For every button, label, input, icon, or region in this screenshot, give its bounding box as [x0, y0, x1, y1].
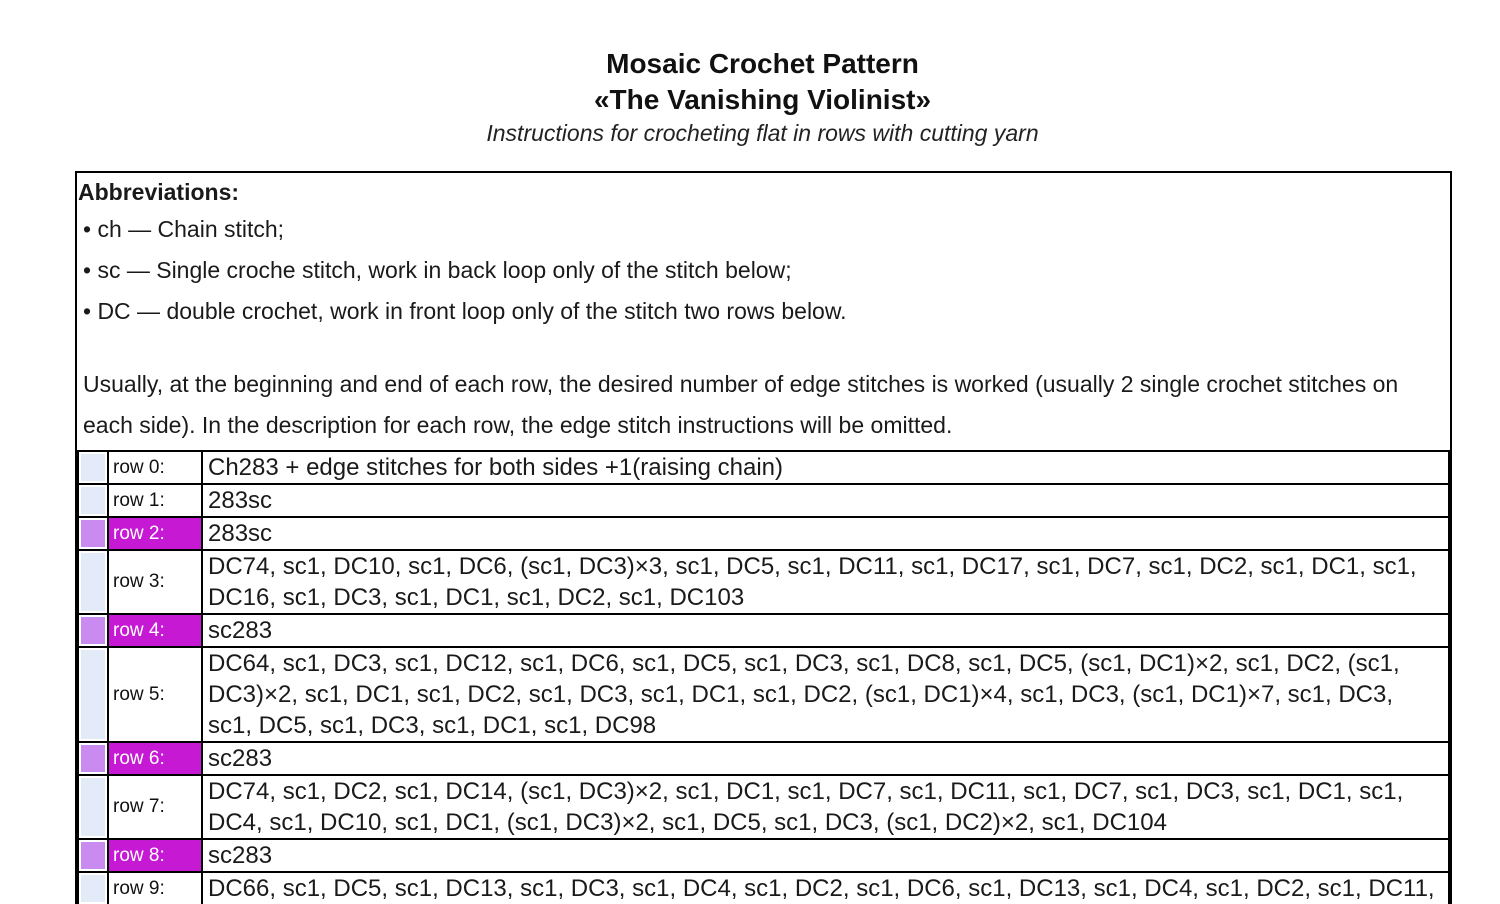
row-instruction: sc283	[202, 614, 1449, 647]
row-color-swatch	[81, 745, 105, 772]
row-color-cell	[78, 742, 108, 775]
table-row	[78, 517, 1449, 550]
row-instructions-table	[77, 450, 1450, 904]
row-label: row 3:	[108, 550, 202, 614]
abbreviations-block	[77, 173, 1450, 450]
row-label: row 7:	[108, 775, 202, 839]
row-label: row 6:	[108, 742, 202, 775]
row-instruction: DC64, sc1, DC3, sc1, DC12, sc1, DC6, sc1, DC5, sc1, DC3, sc1, DC8, sc1, DC5, (sc1, DC1)×2, sc1, DC2, (sc1, DC3)×2, sc1, DC1, sc1, DC2, sc1, DC3, sc1, DC1, sc1, DC2, (sc1, DC1)×4, sc1, DC3, (sc1, DC1)×7, sc1, DC3, sc1, DC5, sc1, DC3, sc1, DC1, sc1, DC98	[202, 647, 1449, 742]
table-row	[78, 451, 1449, 484]
row-instruction: DC74, sc1, DC2, sc1, DC14, (sc1, DC3)×2, sc1, DC1, sc1, DC7, sc1, DC11, sc1, DC7, sc1, DC3, sc1, DC1, sc1, DC4, sc1, DC10, sc1, DC1, (sc1, DC3)×2, sc1, DC5, sc1, DC3, (sc1, DC2)×2, sc1, DC104	[202, 775, 1449, 839]
row-instruction: sc283	[202, 742, 1449, 775]
pattern-sheet	[75, 171, 1452, 904]
row-instruction: DC74, sc1, DC10, sc1, DC6, (sc1, DC3)×3, sc1, DC5, sc1, DC11, sc1, DC17, sc1, DC7, sc1, DC2, sc1, DC1, sc1, DC16, sc1, DC3, sc1, DC1, sc1, DC2, sc1, DC103	[202, 550, 1449, 614]
row-color-cell	[78, 839, 108, 872]
table-row	[78, 839, 1449, 872]
row-color-cell	[78, 775, 108, 839]
row-color-swatch	[81, 778, 105, 836]
row-instruction: DC66, sc1, DC5, sc1, DC13, sc1, DC3, sc1, DC4, sc1, DC2, sc1, DC6, sc1, DC13, sc1, DC4, sc1, DC2, sc1, DC11,	[202, 872, 1449, 904]
pattern-title: Mosaic Crochet Pattern	[606, 48, 919, 79]
table-row	[78, 775, 1449, 839]
edge-stitch-note: Usually, at the beginning and end of each row, the desired number of edge stitches is worked (usually 2 single crochet stitches on each side). In the description for each row, the edge stitch instructions will be omitted.	[83, 371, 1399, 438]
abbreviation-ch: • ch — Chain stitch;	[83, 216, 285, 242]
pattern-name: «The Vanishing Violinist»	[593, 84, 932, 115]
row-color-swatch	[81, 650, 105, 739]
row-instruction: sc283	[202, 839, 1449, 872]
row-color-swatch	[81, 842, 105, 869]
row-color-cell	[78, 647, 108, 742]
row-label: row 9:	[108, 872, 202, 904]
pattern-subtitle: Instructions for crocheting flat in rows with cutting yarn	[486, 120, 1039, 146]
table-row	[78, 550, 1449, 614]
row-color-cell	[78, 451, 108, 484]
row-label: row 8:	[108, 839, 202, 872]
table-row	[78, 742, 1449, 775]
pattern-header	[0, 46, 1500, 148]
row-color-cell	[78, 614, 108, 647]
row-color-swatch	[81, 553, 105, 611]
table-row	[78, 872, 1449, 904]
row-label: row 4:	[108, 614, 202, 647]
row-color-swatch	[81, 875, 105, 902]
row-color-cell	[78, 872, 108, 904]
row-instruction: 283sc	[202, 484, 1449, 517]
row-label: row 2:	[108, 517, 202, 550]
abbreviation-dc: • DC — double crochet, work in front loop only of the stitch two rows below.	[83, 298, 847, 324]
table-row	[78, 647, 1449, 742]
row-color-swatch	[81, 454, 105, 481]
row-color-swatch	[81, 487, 105, 514]
table-row	[78, 484, 1449, 517]
abbreviations-heading: Abbreviations:	[78, 179, 240, 205]
table-row	[78, 614, 1449, 647]
row-instruction: Ch283 + edge stitches for both sides +1(raising chain)	[202, 451, 1449, 484]
row-color-swatch	[81, 520, 105, 547]
row-label: row 0:	[108, 451, 202, 484]
row-label: row 5:	[108, 647, 202, 742]
row-instruction: 283sc	[202, 517, 1449, 550]
row-color-cell	[78, 550, 108, 614]
abbreviation-sc: • sc — Single croche stitch, work in back loop only of the stitch below;	[83, 257, 792, 283]
row-color-cell	[78, 517, 108, 550]
row-color-swatch	[81, 617, 105, 644]
row-label: row 1:	[108, 484, 202, 517]
row-color-cell	[78, 484, 108, 517]
